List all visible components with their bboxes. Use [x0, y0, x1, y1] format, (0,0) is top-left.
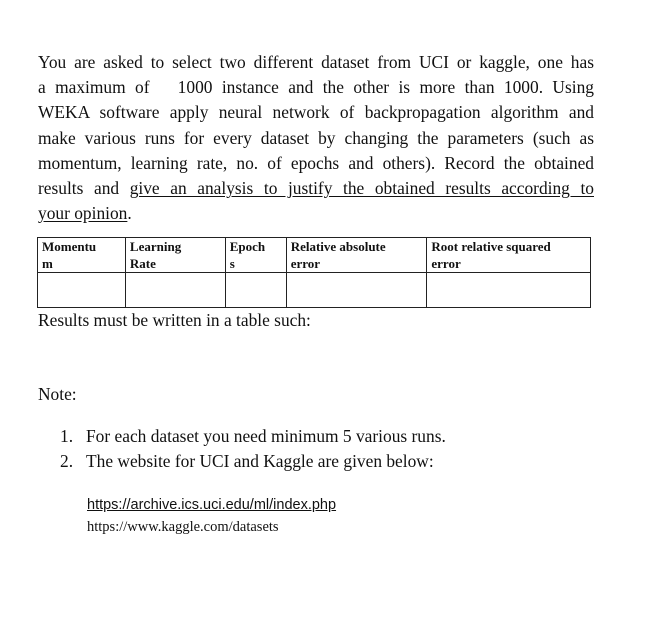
instructions-line-6-plain: results and — [38, 178, 130, 199]
table-header-row — [38, 238, 591, 273]
kaggle-link[interactable]: https://www.kaggle.com/datasets — [87, 519, 279, 535]
list-item — [60, 449, 446, 474]
header-rae-line2: error — [290, 256, 321, 271]
header-learning-rate-line2: Rate — [129, 256, 156, 271]
list-item-text: The website for UCI and Kaggle are given below: — [86, 451, 434, 471]
table-cell-epochs — [225, 273, 286, 308]
header-momentum — [38, 238, 126, 273]
table-cell-rae — [286, 273, 427, 308]
header-rrse-line2: error — [431, 256, 461, 271]
table-cell-momentum — [38, 273, 126, 308]
list-item-number: 2. — [60, 451, 74, 471]
header-momentum-line2: m — [42, 256, 53, 271]
note-label: Note: — [38, 384, 77, 404]
table-cell-learning-rate — [125, 273, 225, 308]
header-learning-rate-line1: Learning — [129, 239, 182, 254]
instructions-line-7-end: . — [127, 203, 132, 224]
results-sentence: Results must be written in a table such: — [38, 310, 311, 330]
header-momentum-line1: Momentu — [42, 239, 97, 254]
instructions-line-6 — [38, 176, 594, 201]
header-rae-line1: Relative absolute — [290, 239, 386, 254]
header-rrse-line1: Root relative squared — [431, 239, 551, 254]
table-cell-rrse — [427, 273, 591, 308]
list-item-number: 1. — [60, 426, 74, 446]
instructions-paragraph — [38, 50, 594, 226]
instructions-line-4: make various runs for every dataset by changing the parameters (such as — [38, 127, 594, 148]
instructions-line-6-underlined: give an analysis to justify the obtained results according to — [129, 178, 594, 199]
header-epochs-line1: Epoch — [229, 239, 266, 254]
instructions-line-7 — [38, 201, 594, 226]
note-list — [60, 424, 446, 474]
list-item-text: For each dataset you need minimum 5 various runs. — [86, 426, 446, 446]
header-root-relative-squared-error — [427, 238, 591, 273]
instructions-line-2: a maximum of 1000 instance and the other is more than 1000. Using — [38, 77, 594, 98]
list-item — [60, 424, 446, 449]
instructions-line-3: WEKA software apply neural network of backpropagation algorithm and — [38, 102, 594, 123]
instructions-line-7-underlined: your opinion — [38, 203, 128, 224]
results-table — [37, 237, 591, 308]
instructions-line-1: You are asked to select two different dataset from UCI or kaggle, one has — [38, 52, 594, 72]
table-row — [38, 273, 591, 308]
header-relative-absolute-error — [286, 238, 427, 273]
instructions-line-5: momentum, learning rate, no. of epochs and others). Record the obtained — [38, 152, 594, 173]
header-epochs-line2: s — [229, 256, 235, 271]
uci-link[interactable]: https://archive.ics.uci.edu/ml/index.php — [87, 497, 337, 513]
header-learning-rate — [125, 238, 225, 273]
header-epochs — [225, 238, 286, 273]
